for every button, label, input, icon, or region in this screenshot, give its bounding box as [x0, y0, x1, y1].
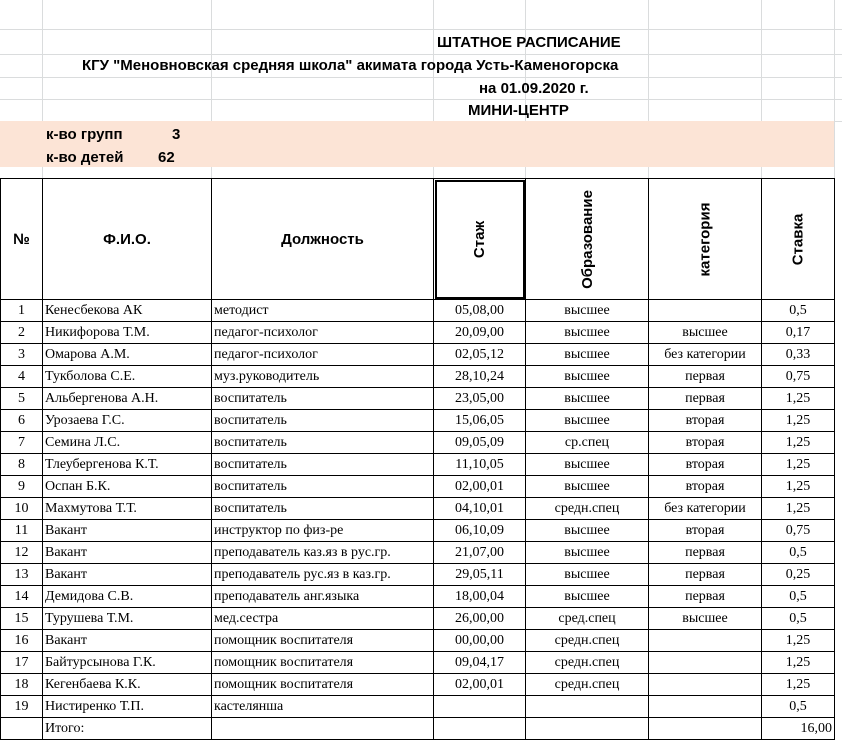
cell-experience[interactable]: 02,00,01	[434, 476, 526, 498]
section-name: МИНИ-ЦЕНТР	[468, 102, 569, 119]
grid-line	[0, 29, 842, 30]
table-row	[1, 586, 835, 608]
cell-number[interactable]: 14	[1, 586, 43, 608]
cell-rate[interactable]: 1,25	[762, 476, 835, 498]
grid-line	[0, 54, 842, 55]
cell-position[interactable]: педагог-психолог	[212, 344, 434, 366]
cell-number[interactable]: 1	[1, 300, 43, 322]
cell-education[interactable]: средн.спец	[526, 630, 649, 652]
cell-experience[interactable]: 09,04,17	[434, 652, 526, 674]
cell-category[interactable]	[649, 652, 762, 674]
cell-experience[interactable]: 20,09,00	[434, 322, 526, 344]
header-number[interactable]: №	[1, 179, 43, 300]
table-row	[1, 542, 835, 564]
table-header-row	[1, 179, 835, 300]
document-title: ШТАТНОЕ РАСПИСАНИЕ	[437, 34, 621, 51]
cell-experience[interactable]: 15,06,05	[434, 410, 526, 432]
cell-fio[interactable]: Турушева Т.М.	[43, 608, 212, 630]
cell-education[interactable]: сред.спец	[526, 608, 649, 630]
cell-education[interactable]: средн.спец	[526, 498, 649, 520]
cell-experience[interactable]: 06,10,09	[434, 520, 526, 542]
cell-number[interactable]: 5	[1, 388, 43, 410]
cell-rate[interactable]: 0,25	[762, 564, 835, 586]
cell-education[interactable]: высшее	[526, 454, 649, 476]
table-row	[1, 322, 835, 344]
table-row	[1, 300, 835, 322]
cell-fio[interactable]: Вакант	[43, 630, 212, 652]
cell-education[interactable]: высшее	[526, 322, 649, 344]
cell-rate[interactable]: 0,17	[762, 322, 835, 344]
cell-fio[interactable]: Нистиренко Т.П.	[43, 696, 212, 718]
cell-education[interactable]: высшее	[526, 476, 649, 498]
cell-experience[interactable]: 11,10,05	[434, 454, 526, 476]
header-category[interactable]	[649, 179, 762, 300]
table-row	[1, 432, 835, 454]
cell-category[interactable]	[649, 630, 762, 652]
cell-category[interactable]	[649, 300, 762, 322]
cell-position[interactable]: муз.руководитель	[212, 366, 434, 388]
table-row	[1, 564, 835, 586]
staff-table	[0, 178, 835, 740]
cell-education[interactable]: высшее	[526, 520, 649, 542]
cell-category[interactable]: первая	[649, 542, 762, 564]
total-empty-cell[interactable]	[1, 718, 43, 740]
cell-education[interactable]: высшее	[526, 344, 649, 366]
table-row	[1, 366, 835, 388]
cell-education[interactable]	[526, 696, 649, 718]
cell-experience[interactable]: 18,00,04	[434, 586, 526, 608]
header-position[interactable]: Должность	[212, 179, 434, 300]
cell-rate[interactable]: 1,25	[762, 674, 835, 696]
cell-category[interactable]: вторая	[649, 432, 762, 454]
cell-rate[interactable]: 0,75	[762, 366, 835, 388]
cell-position[interactable]: воспитатель	[212, 388, 434, 410]
school-name: КГУ "Меновновская средняя школа" акимата города Усть-Каменогорска	[82, 57, 619, 74]
cell-number[interactable]: 12	[1, 542, 43, 564]
cell-education[interactable]: высшее	[526, 366, 649, 388]
cell-position[interactable]: помощник воспитателя	[212, 652, 434, 674]
cell-rate[interactable]: 1,25	[762, 630, 835, 652]
table-row	[1, 498, 835, 520]
children-value: 62	[158, 149, 175, 166]
cell-position[interactable]: воспитатель	[212, 498, 434, 520]
cell-number[interactable]: 10	[1, 498, 43, 520]
cell-education[interactable]: высшее	[526, 564, 649, 586]
cell-number[interactable]: 18	[1, 674, 43, 696]
cell-category[interactable]: высшее	[649, 608, 762, 630]
cell-position[interactable]: преподаватель рус.яз в каз.гр.	[212, 564, 434, 586]
table-row	[1, 630, 835, 652]
cell-position[interactable]: кастелянша	[212, 696, 434, 718]
cell-rate[interactable]: 1,25	[762, 454, 835, 476]
table-row	[1, 344, 835, 366]
header-category-label: категория	[696, 202, 714, 276]
cell-education[interactable]: высшее	[526, 410, 649, 432]
cell-experience[interactable]: 02,05,12	[434, 344, 526, 366]
cell-number[interactable]: 15	[1, 608, 43, 630]
summary-band	[0, 121, 834, 167]
cell-fio[interactable]: Байтурсынова Г.К.	[43, 652, 212, 674]
cell-fio[interactable]: Кенесбекова АК	[43, 300, 212, 322]
total-rate[interactable]: 16,00	[762, 718, 835, 740]
cell-fio[interactable]: Кегенбаева К.К.	[43, 674, 212, 696]
cell-category[interactable]	[649, 674, 762, 696]
cell-number[interactable]: 2	[1, 322, 43, 344]
cell-category[interactable]: без категории	[649, 344, 762, 366]
cell-fio[interactable]: Вакант	[43, 520, 212, 542]
grid-line	[834, 0, 835, 178]
cell-number[interactable]: 8	[1, 454, 43, 476]
table-row	[1, 476, 835, 498]
header-education[interactable]	[526, 179, 649, 300]
cell-category[interactable]: вторая	[649, 410, 762, 432]
cell-fio[interactable]: Альбергенова А.Н.	[43, 388, 212, 410]
table-row	[1, 674, 835, 696]
cell-education[interactable]: высшее	[526, 300, 649, 322]
cell-number[interactable]: 4	[1, 366, 43, 388]
cell-category[interactable]: первая	[649, 366, 762, 388]
grid-line	[0, 77, 842, 78]
cell-category[interactable]: первая	[649, 586, 762, 608]
cell-education[interactable]: ср.спец	[526, 432, 649, 454]
total-label[interactable]: Итого:	[43, 718, 212, 740]
cell-rate[interactable]: 0,33	[762, 344, 835, 366]
cell-position[interactable]: мед.сестра	[212, 608, 434, 630]
cell-experience[interactable]: 04,10,01	[434, 498, 526, 520]
cell-number[interactable]: 13	[1, 564, 43, 586]
grid-line	[0, 99, 842, 100]
cell-number[interactable]: 11	[1, 520, 43, 542]
cell-number[interactable]: 19	[1, 696, 43, 718]
groups-value: 3	[172, 126, 181, 143]
cell-education[interactable]: высшее	[526, 542, 649, 564]
cell-position[interactable]: воспитатель	[212, 410, 434, 432]
cell-rate[interactable]: 0,5	[762, 300, 835, 322]
cell-fio[interactable]: Урозаева Г.С.	[43, 410, 212, 432]
cell-education[interactable]: средн.спец	[526, 674, 649, 696]
cell-number[interactable]: 7	[1, 432, 43, 454]
header-education-label: Образование	[578, 189, 596, 289]
cell-fio[interactable]: Никифорова Т.М.	[43, 322, 212, 344]
cell-position[interactable]: преподаватель анг.языка	[212, 586, 434, 608]
cell-experience[interactable]	[434, 696, 526, 718]
cell-category[interactable]	[649, 696, 762, 718]
cell-rate[interactable]: 0,5	[762, 586, 835, 608]
cell-rate[interactable]: 1,25	[762, 388, 835, 410]
cell-experience[interactable]: 26,00,00	[434, 608, 526, 630]
cell-rate[interactable]: 1,25	[762, 498, 835, 520]
header-rate-label: Ставка	[789, 213, 807, 265]
cell-number[interactable]: 17	[1, 652, 43, 674]
cell-category[interactable]: вторая	[649, 520, 762, 542]
cell-fio[interactable]: Семина Л.С.	[43, 432, 212, 454]
cell-education[interactable]: высшее	[526, 586, 649, 608]
cell-fio[interactable]: Махмутова Т.Т.	[43, 498, 212, 520]
cell-rate[interactable]: 1,25	[762, 410, 835, 432]
cell-number[interactable]: 16	[1, 630, 43, 652]
cell-position[interactable]: инструктор по физ-ре	[212, 520, 434, 542]
cell-number[interactable]: 3	[1, 344, 43, 366]
cell-experience[interactable]: 05,08,00	[434, 300, 526, 322]
cell-rate[interactable]: 1,25	[762, 652, 835, 674]
cell-position[interactable]: преподаватель каз.яз в рус.гр.	[212, 542, 434, 564]
table-row	[1, 388, 835, 410]
table-row	[1, 652, 835, 674]
cell-position[interactable]: воспитатель	[212, 454, 434, 476]
cell-number[interactable]: 6	[1, 410, 43, 432]
table-row	[1, 608, 835, 630]
cell-position[interactable]: воспитатель	[212, 432, 434, 454]
total-empty-cell[interactable]	[526, 718, 649, 740]
header-experience[interactable]	[434, 179, 526, 300]
cell-rate[interactable]: 0,5	[762, 696, 835, 718]
table-row	[1, 520, 835, 542]
document-date: на 01.09.2020 г.	[479, 80, 589, 97]
cell-experience[interactable]: 29,05,11	[434, 564, 526, 586]
total-empty-cell[interactable]	[649, 718, 762, 740]
cell-fio[interactable]: Тлеубергенова К.Т.	[43, 454, 212, 476]
cell-fio[interactable]: Оспан Б.К.	[43, 476, 212, 498]
cell-experience[interactable]: 21,07,00	[434, 542, 526, 564]
total-empty-cell[interactable]	[434, 718, 526, 740]
cell-category[interactable]: вторая	[649, 476, 762, 498]
cell-rate[interactable]: 0,5	[762, 542, 835, 564]
cell-rate[interactable]: 0,75	[762, 520, 835, 542]
cell-experience[interactable]: 00,00,00	[434, 630, 526, 652]
groups-label: к-во групп	[46, 126, 123, 143]
cell-experience[interactable]: 09,05,09	[434, 432, 526, 454]
cell-experience[interactable]: 28,10,24	[434, 366, 526, 388]
cell-fio[interactable]: Демидова С.В.	[43, 586, 212, 608]
cell-education[interactable]: средн.спец	[526, 652, 649, 674]
cell-position[interactable]: педагог-психолог	[212, 322, 434, 344]
cell-position[interactable]: помощник воспитателя	[212, 630, 434, 652]
cell-fio[interactable]: Тукболова С.Е.	[43, 366, 212, 388]
cell-category[interactable]: без категории	[649, 498, 762, 520]
header-fio[interactable]: Ф.И.О.	[43, 179, 212, 300]
cell-experience[interactable]: 02,00,01	[434, 674, 526, 696]
header-rate[interactable]	[762, 179, 835, 300]
cell-category[interactable]: первая	[649, 388, 762, 410]
children-label: к-во детей	[46, 149, 124, 166]
total-row	[1, 718, 835, 740]
header-experience-label: Стаж	[471, 220, 488, 258]
cell-position[interactable]: воспитатель	[212, 476, 434, 498]
cell-education[interactable]: высшее	[526, 388, 649, 410]
cell-fio[interactable]: Вакант	[43, 542, 212, 564]
cell-fio[interactable]: Вакант	[43, 564, 212, 586]
table-row	[1, 410, 835, 432]
cell-rate[interactable]: 0,5	[762, 608, 835, 630]
cell-position[interactable]: методист	[212, 300, 434, 322]
cell-category[interactable]: первая	[649, 564, 762, 586]
cell-number[interactable]: 9	[1, 476, 43, 498]
cell-position[interactable]: помощник воспитателя	[212, 674, 434, 696]
cell-fio[interactable]: Омарова А.М.	[43, 344, 212, 366]
table-row	[1, 454, 835, 476]
cell-category[interactable]: вторая	[649, 454, 762, 476]
cell-experience[interactable]: 23,05,00	[434, 388, 526, 410]
cell-rate[interactable]: 1,25	[762, 432, 835, 454]
table-row	[1, 696, 835, 718]
total-empty-cell[interactable]	[212, 718, 434, 740]
cell-category[interactable]: высшее	[649, 322, 762, 344]
